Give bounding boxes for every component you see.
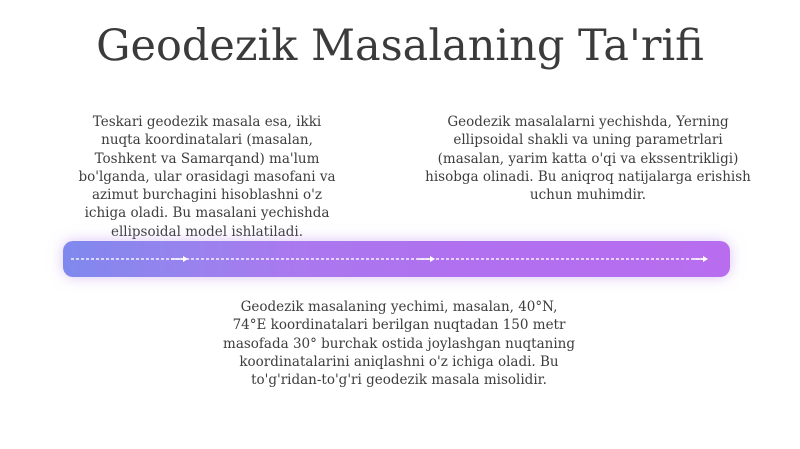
paragraph-inverse-problem: Teskari geodezik masala esa, ikki nuqta koordinatalari (masalan, Toshkent va Samarqand) ma'lum bo'lganda, ular orasidagi masofani va azimut burchagini hisoblashni o'z ichiga oladi. Bu masalani yechishda ellipsoidal model ishlatiladi. — [78, 114, 336, 240]
arrow-right-icon — [693, 256, 708, 262]
timeline-line — [63, 241, 730, 277]
arrow-right-icon — [171, 256, 188, 262]
paragraph-ellipsoid-parameters: Geodezik masalalarni yechishda, Yerning ellipsoidal shakli va uning parametrlari (masalan, yarim katta o'qi va ekssentrikligi) hisobga olinadi. Bu aniqroq natijalarga erishish uchun muhimdir. — [425, 114, 751, 204]
page-title: Geodezik Masalaning Ta'rifi — [96, 21, 704, 71]
timeline-bar — [63, 241, 730, 277]
arrow-right-icon — [418, 256, 435, 262]
paragraph-direct-problem-example: Geodezik masalaning yechimi, masalan, 40°N, 74°E koordinatalari berilgan nuqtadan 150 metr masofada 30° burchak ostida joylashgan nuqtaning koordinatalarini aniqlashni o'z ichiga oladi. Bu to'g'ridan-to'g'ri geodezik masala misolidir. — [223, 299, 575, 389]
